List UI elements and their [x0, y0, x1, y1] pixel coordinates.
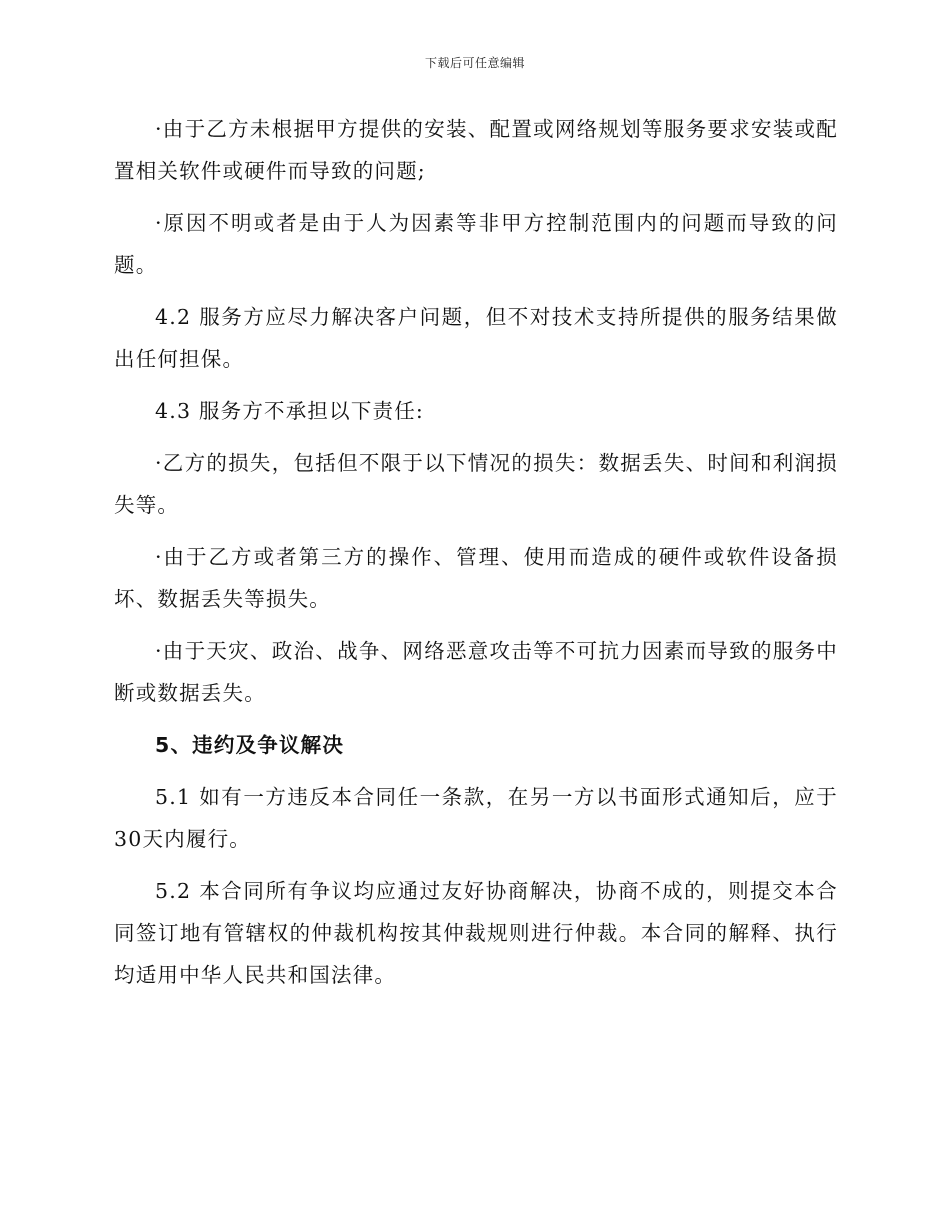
clause-4-3: 4.3 服务方不承担以下责任:: [155, 399, 425, 423]
document-body: [114, 108, 838, 1006]
bullet-paragraph: ·乙方的损失，包括但不限于以下情况的损失：数据丢失、时间和利润损失等。: [114, 451, 838, 517]
bullet-paragraph: ·由于天灾、政治、战争、网络恶意攻击等不可抗力因素而导致的服务中断或数据丢失。: [114, 639, 838, 705]
bullet-paragraph: ·由于乙方未根据甲方提供的安装、配置或网络规划等服务要求安装或配置相关软件或硬件而导致的问题;: [114, 117, 838, 183]
section-heading: 5、违约及争议解决: [155, 733, 345, 757]
bullet-paragraph: ·原因不明或者是由于人为因素等非甲方控制范围内的问题而导致的问题。: [114, 211, 838, 277]
clause-5-1: 5.1 如有一方违反本合同任一条款，在另一方以书面形式通知后，应于30天内履行。: [114, 785, 838, 851]
clause-4-2: 4.2 服务方应尽力解决客户问题，但不对技术支持所提供的服务结果做出任何担保。: [114, 305, 838, 371]
page-header: 下载后可任意编辑: [424, 56, 525, 70]
bullet-paragraph: ·由于乙方或者第三方的操作、管理、使用而造成的硬件或软件设备损坏、数据丢失等损失。: [114, 545, 838, 611]
clause-5-2: 5.2 本合同所有争议均应通过友好协商解决，协商不成的，则提交本合同签订地有管辖权的仲裁机构按其仲裁规则进行仲裁。本合同的解释、执行均适用中华人民共和国法律。: [114, 879, 838, 987]
